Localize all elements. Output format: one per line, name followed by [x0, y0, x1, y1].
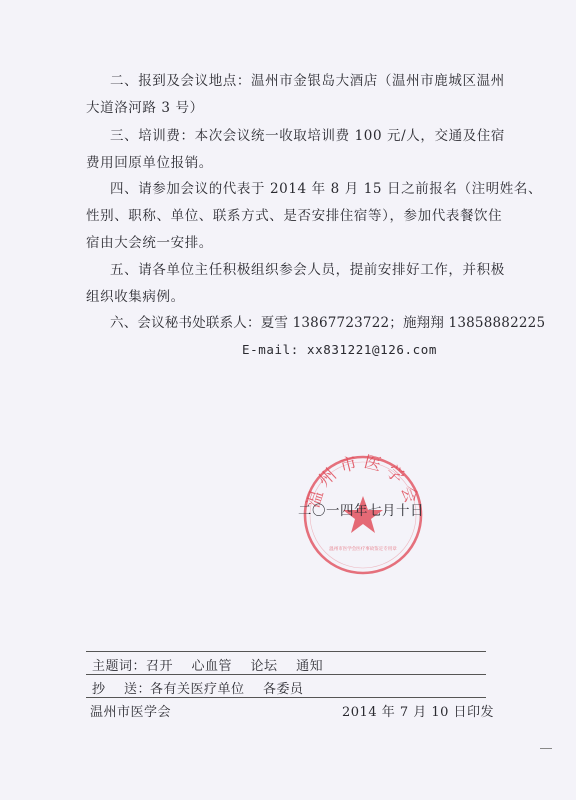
para-contact-line: 六、会议秘书处联系人：夏雪 13867723722；施翔翔 13858882225 — [110, 315, 546, 331]
para-register-line1: 四、请参加会议的代表于 2014 年 8 月 15 日之前报名（注明姓名、 — [110, 181, 543, 197]
para-venue-line2: 大道洛河路 3 号） — [86, 100, 204, 116]
para-fee-line1: 三、培训费：本次会议统一收取培训费 100 元/人，交通及住宿 — [110, 128, 505, 144]
seal-small-text: 温州市医学会医疗事故鉴定专用章 — [329, 547, 397, 552]
para-register-line3: 宿由大会统一安排。 — [86, 235, 213, 251]
issuer-name: 温州市医学会 — [90, 705, 172, 720]
document-date: 二〇一四年七月十日 — [298, 503, 424, 519]
footer-rule-bottom — [86, 697, 486, 698]
subject-words: 召开 心血管 论坛 通知 — [146, 659, 324, 674]
cc-label: 抄 送： — [92, 682, 152, 697]
footer-rule-middle — [86, 674, 486, 675]
para-register-line2: 性别、职称、单位、联系方式、是否安排住宿等），参加代表餐饮住 — [86, 208, 503, 224]
subject-words-label: 主题词： — [92, 659, 147, 674]
para-organize-line2: 组织收集病例。 — [86, 289, 185, 305]
scan-edge-mark — [540, 748, 552, 749]
para-fee-line2: 费用回原单位报销。 — [86, 155, 213, 171]
print-date: 2014 年 7 月 10 日印发 — [342, 705, 495, 720]
cc-recipients: 各有关医疗单位 各委员 — [150, 682, 304, 697]
para-organize-line1: 五、请各单位主任积极组织参会人员，提前安排好工作，并积极 — [110, 262, 505, 278]
contact-email: E-mail: xx831221@126.com — [242, 342, 438, 357]
seal-arc-text: 温州市医学会 — [303, 452, 423, 511]
footer-rule-top — [86, 651, 486, 652]
para-venue-line1: 二、报到及会议地点：温州市金银岛大酒店（温州市鹿城区温州 — [110, 73, 505, 89]
